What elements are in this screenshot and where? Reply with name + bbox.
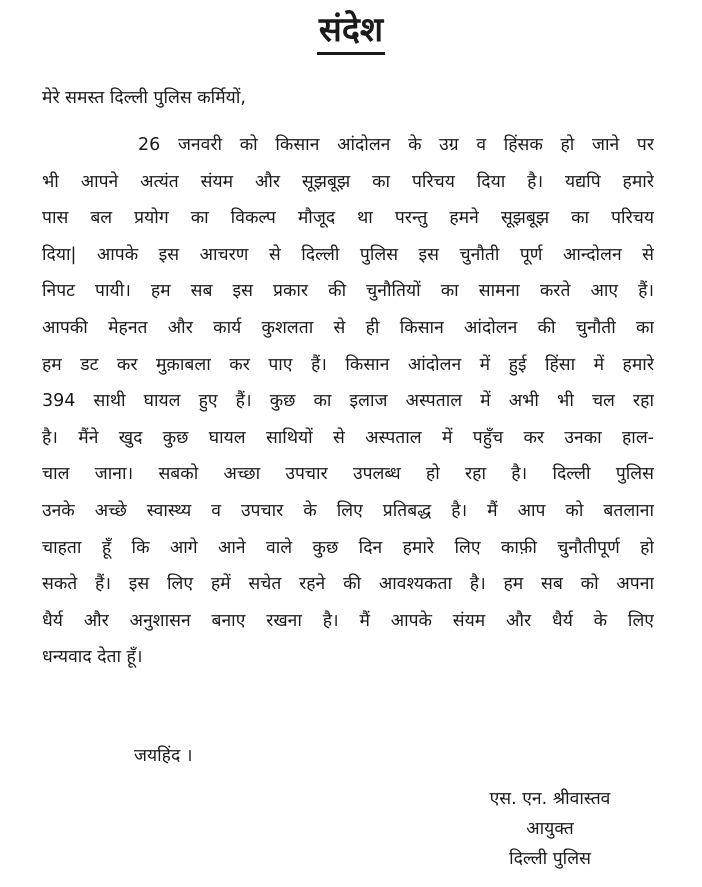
body-line: चाल जाना। सबको अच्छा उपचार उपलब्ध हो रहा है। दिल्ली पुलिस [42, 464, 654, 485]
body-line: 26 जनवरी को किसान आंदोलन के उग्र व हिंसक हो जाने पर [138, 135, 654, 155]
body-line: धन्यवाद देता हूँ। [42, 647, 143, 668]
signatory-organization: दिल्ली पुलिस [509, 849, 591, 869]
body-line: निपट पायी। हम सब इस प्रकार की चुनौतियों का सामना करते आए हैं। [42, 281, 654, 302]
title-text: संदेश [317, 8, 385, 55]
body-line: उनके अच्छे स्वास्थ्य व उपचार के लिए प्रतिबद्ध है। मैं आप को बतलाना [42, 500, 654, 521]
body-line: हम डट कर मुक़ाबला कर पाए हैं। किसान आंदोलन में हुई हिंसा में हमारे [42, 354, 654, 375]
body-line: दिया| आपके इस आचरण से दिल्ली पुलिस इस चुनौती पूर्ण आन्दोलन से [42, 244, 654, 265]
body-line: धैर्य और अनुशासन बनाए रखना है। मैं आपके संयम और धैर्य के लिए [42, 610, 654, 631]
salutation: मेरे समस्त दिल्ली पुलिस कर्मियों, [42, 88, 246, 108]
letter-body [42, 127, 654, 676]
signature-block [450, 784, 650, 874]
body-line: आपकी मेहनत और कार्य कुशलता से ही किसान आंदोलन की चुनौती का [42, 317, 654, 338]
body-line: सकते हैं। इस लिए हमें सचेत रहने की आवश्यकता है। हम सब को अपना [42, 574, 654, 595]
signatory-designation: आयुक्त [526, 819, 574, 839]
closing-salute: जयहिंद । [134, 746, 193, 766]
body-line: भी आपने अत्यंत संयम और सूझबूझ का परिचय दिया है। यद्यपि हमारे [42, 171, 654, 192]
body-line: चाहता हूँ कि आगे आने वाले कुछ दिन हमारे लिए काफ़ी चुनौतीपूर्ण हो [42, 537, 654, 558]
body-line: पास बल प्रयोग का विकल्प मौजूद था परन्तु हमने सूझबूझ का परिचय [42, 208, 654, 229]
body-line: है। मैंने खुद कुछ घायल साथियों से अस्पताल में पहुँच कर उनका हाल- [42, 427, 654, 448]
body-line: 394 साथी घायल हुए हैं। कुछ का इलाज अस्पताल में अभी भी चल रहा [42, 391, 654, 412]
signatory-name: एस. एन. श्रीवास्तव [489, 789, 611, 809]
letter-title [0, 6, 702, 55]
